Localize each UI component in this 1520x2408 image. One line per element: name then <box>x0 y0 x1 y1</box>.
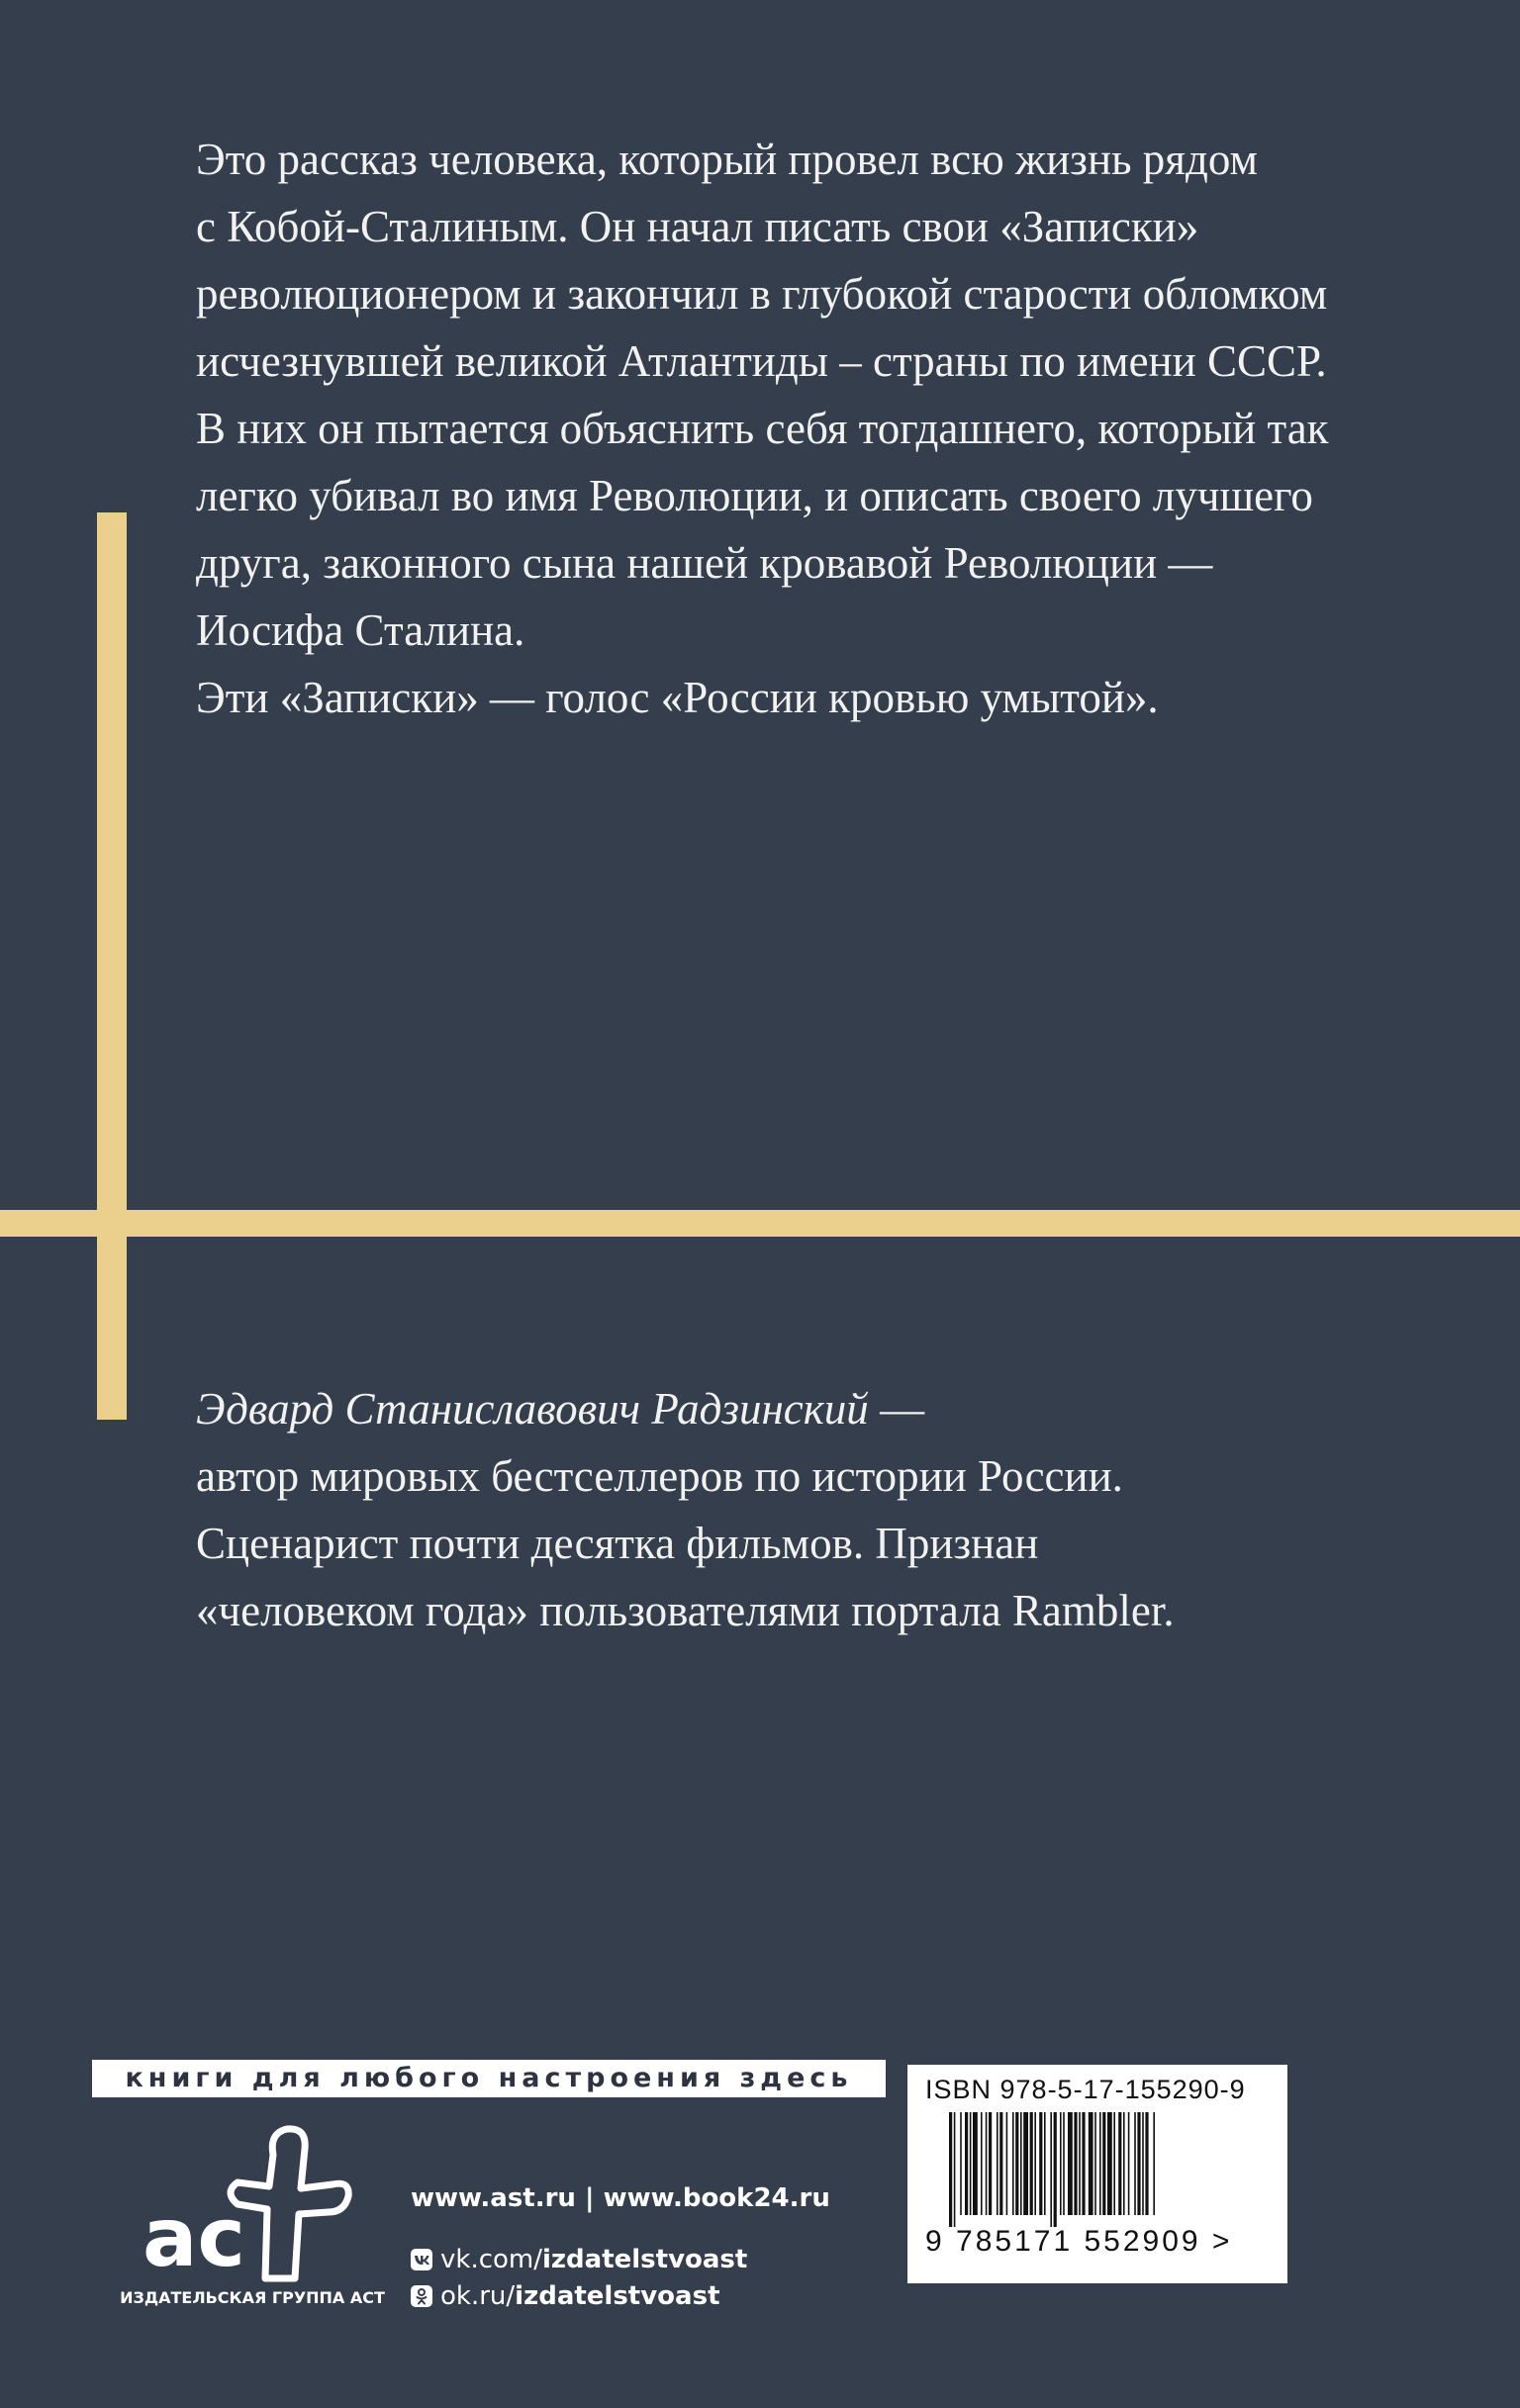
barcode-bar <box>1153 2112 1155 2215</box>
vk-link[interactable] <box>411 2245 747 2274</box>
vk-icon <box>411 2249 432 2270</box>
description-line: революционером и закончил в глубокой старости обломком <box>196 269 1328 319</box>
vk-link-handle: izdatelstvoast <box>542 2245 748 2274</box>
description-line: легко убивал во имя Революции, и описать своего лучшего <box>196 471 1313 520</box>
description-line: Это рассказ человека, который провел всю жизнь рядом <box>196 135 1259 184</box>
book24-website-link[interactable]: www.book24.ru <box>603 2183 830 2213</box>
barcode-bar <box>1082 2112 1085 2215</box>
barcode-bar <box>1015 2112 1018 2215</box>
barcode-bar <box>965 2112 968 2215</box>
book-description <box>196 126 1329 731</box>
publisher-name: ИЗДАТЕЛЬСКАЯ ГРУППА АСТ <box>120 2288 385 2307</box>
vertical-accent-bar <box>97 512 127 1420</box>
description-line: В них он пытается объяснить себя тогдашнего, который так <box>196 404 1329 453</box>
barcode-bar <box>1054 2112 1057 2227</box>
barcode-bar <box>954 2112 956 2227</box>
barcode-bar <box>1079 2112 1081 2215</box>
barcode-bar <box>970 2112 972 2215</box>
barcode-bar <box>1012 2112 1014 2215</box>
barcode-bar <box>1030 2112 1033 2215</box>
barcode-bar <box>1099 2112 1101 2215</box>
description-line: Эти «Записки» — голос «России кровью умытой». <box>196 673 1159 722</box>
barcode-bar <box>1123 2112 1125 2215</box>
barcode-bar <box>1074 2112 1077 2215</box>
barcode-bar <box>1137 2112 1140 2215</box>
barcode-bar <box>1006 2112 1008 2215</box>
author-bio <box>196 1375 1175 1644</box>
ast-logo <box>139 2115 356 2283</box>
barcode-bar <box>1050 2112 1052 2227</box>
barcode-digits: 9 785171 552909 > <box>925 2225 1233 2258</box>
barcode-bar <box>999 2112 1002 2215</box>
barcode-bar <box>1145 2112 1148 2215</box>
barcode-bar <box>989 2112 992 2215</box>
barcode-bar <box>1094 2112 1096 2215</box>
description-line: с Кобой-Сталиным. Он начал писать свои «Записки» <box>196 202 1199 251</box>
barcode-bar <box>1089 2112 1093 2215</box>
description-line: Иосифа Сталина. <box>196 605 525 655</box>
author-bio-line: Сценарист почти десятка фильмов. Признан <box>196 1519 1039 1568</box>
barcode-bar <box>1113 2112 1115 2215</box>
isbn-label: ISBN 978-5-17-155290-9 <box>925 2075 1246 2104</box>
odnoklassniki-icon <box>411 2285 432 2307</box>
ast-website-link[interactable]: www.ast.ru <box>411 2183 576 2213</box>
vk-link-prefix: vk.com/ <box>440 2245 542 2274</box>
barcode-bar <box>1039 2112 1042 2215</box>
barcode-bar <box>1107 2112 1112 2215</box>
isbn-barcode <box>907 2065 1287 2283</box>
author-heading <box>196 1375 1175 1442</box>
barcode-bar <box>986 2112 988 2215</box>
website-row <box>411 2183 830 2213</box>
barcode-bar <box>1044 2112 1046 2215</box>
barcode-bar <box>997 2112 998 2215</box>
barcode-bar <box>1128 2112 1130 2215</box>
barcode-bar <box>981 2112 983 2215</box>
tagline: книги для любого настроения здесь <box>92 2060 886 2097</box>
author-dash: — <box>868 1384 925 1434</box>
ok-link[interactable] <box>411 2281 720 2311</box>
barcode-bars <box>929 2112 1266 2231</box>
author-name: Эдвард Станиславович Радзинский <box>196 1384 869 1434</box>
barcode-bar <box>1068 2112 1073 2215</box>
barcode-bar <box>1034 2112 1036 2215</box>
barcode-bar <box>973 2112 978 2215</box>
link-separator: | <box>585 2183 595 2213</box>
ok-link-handle: izdatelstvoast <box>515 2281 720 2311</box>
barcode-bar <box>949 2112 952 2227</box>
barcode-bar <box>1134 2112 1136 2215</box>
logo-cross-shape <box>231 2129 348 2278</box>
ok-link-prefix: ok.ru/ <box>440 2281 516 2311</box>
description-line: исчезнувшей великой Атлантиды – страны по имени СССР. <box>196 336 1327 386</box>
barcode-bar <box>1020 2112 1022 2215</box>
description-line: друга, законного сына нашей кровавой Революции — <box>196 538 1213 588</box>
author-bio-line: автор мировых бестселлеров по истории России. <box>196 1451 1123 1501</box>
logo-text: ac <box>142 2191 245 2283</box>
horizontal-accent-bar <box>0 1210 1520 1237</box>
barcode-bar <box>1118 2112 1121 2215</box>
barcode-bar <box>1142 2112 1144 2215</box>
barcode-bar <box>1102 2112 1105 2215</box>
barcode-bar <box>1063 2112 1065 2215</box>
barcode-bar <box>960 2112 962 2215</box>
barcode-bar <box>1023 2112 1028 2215</box>
barcode-bar <box>1060 2112 1062 2215</box>
author-bio-line: «человеком года» пользователями портала Rambler. <box>196 1586 1175 1635</box>
